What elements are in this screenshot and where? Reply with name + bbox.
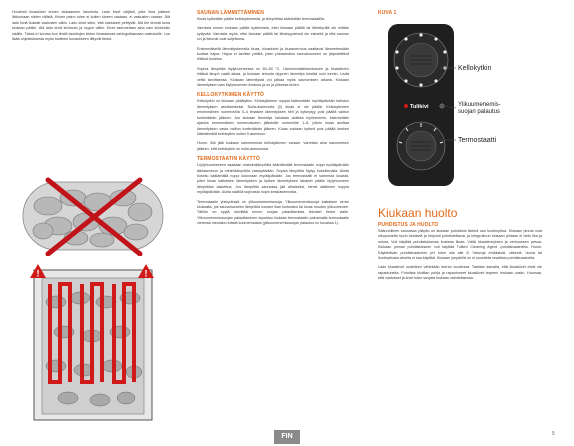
paragraph: Kiuas kytketään päälle kellokytkimestä, ja lämpötilaa säädetään termostaatilla. [197, 17, 325, 21]
heading-thermostat-use: TERMOSTAATIN KÄYTTÖ [197, 156, 260, 163]
paragraph: Sopiva lämpötila löylyhuoneessa on 60–80 °C. Lämmönsäätösentuksen ja kiuaskivien riittävä lämpö vaatii aikaa, ja kiukaan tehosta riippuen lämmitys kestää noin tunnin. Lisää vettä tarvittaessa. Kiukaan lämmitystä voi jatkaa myös saunomisen aikana. Kiukaan lämmityksen aan löylyhuoneen ilmansa ja on ja piisessa kivien. [197, 66, 349, 88]
paragraph-note: Huom. Älä jätä kiukaan sammumista kellokytkimen varaan. Varmista aina saunomisen jälkeen, että kellokytkin on nolla-asennossa. [197, 141, 349, 151]
paragraph: Kellokytkin on kiukaan päälkytkin. Kellokytkimen nuppia käännetään myötäpäivään hallutun lämmityksen asettamiseksi. Nolla-asennosta (0) kiuas ei ole päällä. Kellokytkimen ensimmäinen numerovilla 0–4 ilmaisee lämmityksen heti ja kytkeytyy pois päältä valitun tuntimäärän jälkeen. Jos kiukaan lämmitys halutaan aloittaa myöhemmin, käännetään ajastus ensimmäisen numeroalueen jälkeisille numeroille 1–8, jolloin kiuas aloittaa lämmityksen vasta valitun tuntimäärän jälkeen. Kiuas voidaan kytkeä pois päältä kesken kääntämällä kellokytkin nollan 0-asentoon. [197, 99, 349, 136]
paragraph: Lado kiuaskivet uudelleen vähintään kerran vuodessa. Tarkista samalla, että kiuaskivet eivät ole rapautuneita. Puhdista kivitilan pohja ja rapautuneet kiuaskivet tarpeen mukaan uusiin. Huomaa, että vastukset ja kivet tulee suojata kiukaan vaihdettaessa. [378, 265, 542, 281]
svg-text:Tulikivi: Tulikivi [410, 104, 429, 110]
column-left [12, 10, 170, 46]
label-thermostat: Termostaatti [458, 137, 497, 144]
svg-text:!: ! [144, 268, 148, 279]
language-badge: FIN [274, 430, 300, 444]
intro-paragraph: Huolehdi kiuaskivet ennen kiukaaseen latomista. Lado kivet väljästi, jotta ilma pääsee liikkumaan niiden välistä. Kivien paino tulee ei kuiten kiveen vastaan, ei vastusten varaan. Älä lado kiviä tiukasti vastusten väliin. Lado kivet siten, että vastukset peittyvät. Älä tee kivistä keoa kiukaan päälle. Älä lado kiviä kiviluvan ja ruypin väliin. Kivet asennetaan aina vain kivikehän sisälle. Tässä ei korvaa kun ilmiöt ladottujen kivien ilmastamaa vahingoittamaan vastuksille. Lue lisää ohjeistuksesta myös tuotteen kuvaukseen liittyvät tiedot. [12, 10, 170, 42]
paragraph: Ensimmäisellä lämmityskerralla kiuas, kiuaskivet ja kiuasverhous saattavat lämmetessään tuottaa hajua. Hajua ei tarvitse pelätä, joten poistamaksi saunahuoneen on järjestettävä riittävä tuuletus. [197, 46, 349, 62]
page-title: Kiukaan huolto [378, 206, 458, 220]
paragraph: Löylyhuoneeseen saadaan maksimilämpötila kääntämällä termostaatin nuppi myötäpäivään ääriasentoon ja minimilämpötila vastapäivään. Sopiva lämpötila löytyy kokeilemalla. Aloita kokeilu säätämällä nuppi kokonaan myötäpäivään. Jos termostaatti ei sammuta kiuasta, joten kiuas katkaisee lämmityksen ja kytkee lämmityksen takaisin päälle löylyhuoneen lämpötilan laskettua. Jos lämpötila saunassa jää alhaiseksi, kierrä säätimen nuppia myötäpäivään. Aloita säätöä sopivasta nupin keskiasennosta. [197, 163, 349, 195]
maintenance-section [378, 206, 542, 286]
callout-lines [440, 50, 460, 150]
svg-text:!: ! [36, 268, 40, 279]
heading-cleaning: PUHDISTUS JA HUOLTO [378, 222, 439, 228]
stone-stack-crossed-illustration [18, 176, 168, 256]
page-number: 5 [552, 431, 555, 437]
figure-label-kuva1: KUVA 1 [378, 10, 397, 16]
heading-sauna-heating: SAUNAN LÄMMITTÄMINEN [197, 10, 264, 16]
heading-timer-use: KELLOKYTKIMEN KÄYTTÖ [197, 92, 264, 99]
paragraph: Säännöllinen saunassa ylläpito on kiukaan puhdistus tärkeä osa huolenpitoa. Kiukaan pinnat ovat ulkopuolelta hyvin kestäviä ja helposti puhdistettavia, ja integroituun kiukaan pintaan ei tartu lika ja nokea. Voit käyttää puhdistuksessa kosteaa liinaa. Vältä kiuaskiveyksen ja verhouksen pesua. Kiukaan pinnan puhdistukseen voit käyttää Tulikivi Cleaning Agent -puhdistusainetta. Huom. Käytettävän puhdistusaineen pH tulee olla alle 8. Vahvoja emäksisiä, väkeviä, hiovia tai liuotinpitoisia aineita ei saa käyttää. Kiukaan ympärillä on ei suositella tavallisia puhdistusaineita. [378, 229, 542, 261]
paragraph: Varmista ennen kiukaan päälle kytkemistä, ettei kiukaan päällä tai lähettyvillä ole mitään syttyvää. Varmista myös, ettei kiukaan päällä tai läheisyydessä ole esineitä ja että saunan ovi ja ikkunat ovat suljettuina. [197, 26, 349, 42]
paragraph: Termostaatin yhteydessä on ylikuumenemissuoja. Ylikuumenemissuoja katkaisee virran kiukaalta, jos saunahuoneen lämpötila nousee liian korkeaksi tai kiuas muuten ylikuumenee. Tällöin on syytä selvittää ennen suojan palauttamista tekniset tiedot vialle. Ylikuumenemissuojan palauttaminen tapahtuu kiukaan termostaatin painamalla termostaatin vieressä olevasta reiästä kuumemsasta (ylikuumenemissuojan palautus on kuvassa 1). [197, 199, 349, 226]
column-right [378, 10, 542, 17]
label-timer: Kellokytkin [458, 65, 492, 72]
heater-cutaway-illustration [20, 262, 166, 422]
thermostat-dial [397, 122, 445, 170]
label-overheat-reset: Ylikuumenemis- suojan palautus [458, 102, 501, 115]
column-middle [197, 10, 349, 231]
